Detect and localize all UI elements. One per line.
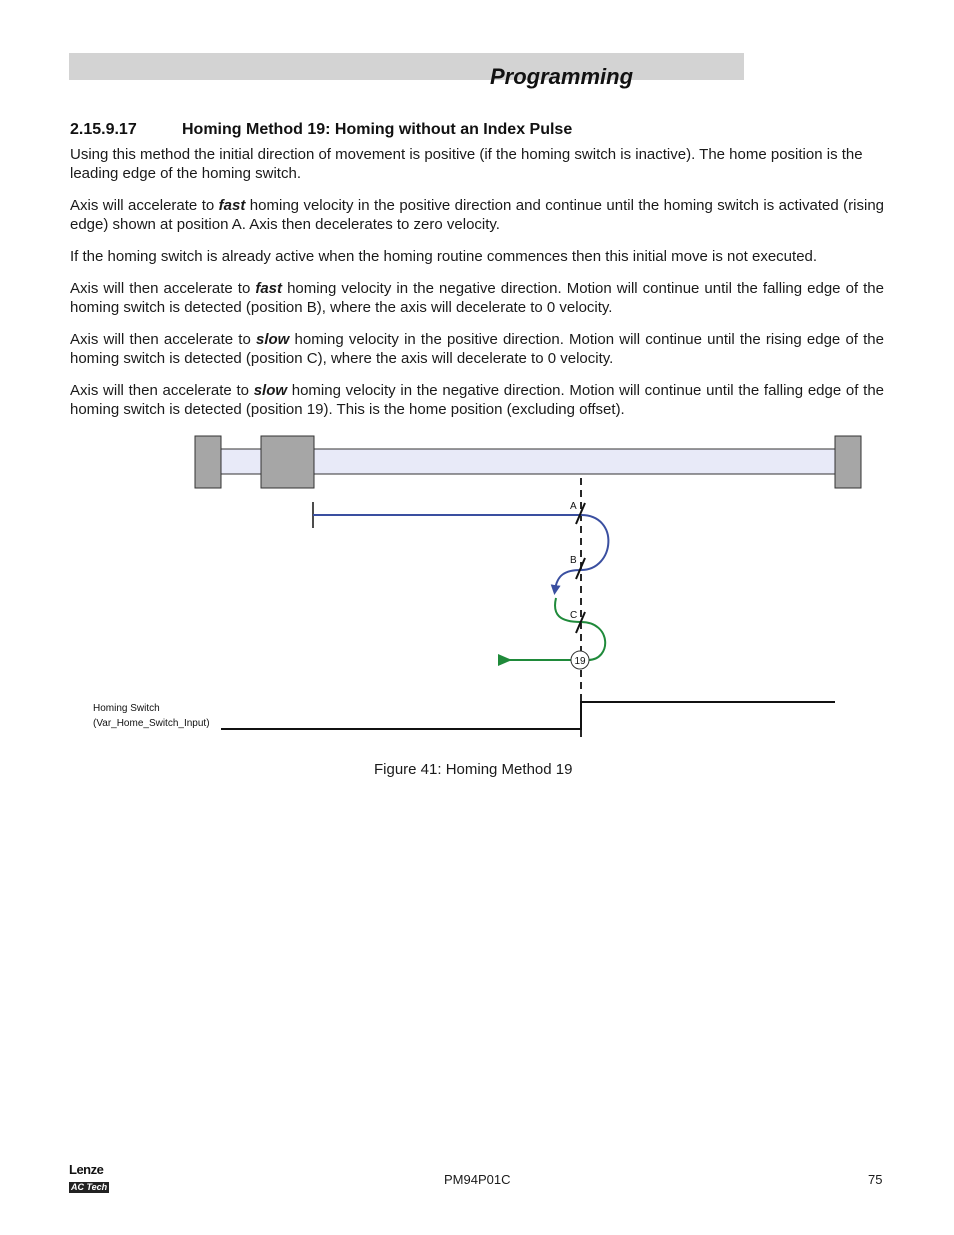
paragraph-5-emphasis: slow [255, 331, 290, 348]
section-title: Homing Method 19: Homing without an Index Pulse [182, 121, 573, 138]
paragraph-4-text-a: Axis will then accelerate to [70, 280, 256, 297]
paragraph-6-text-b: homing velocity in the negative direction. Motion will continue until the falling edge of the homing switch is detected (position 19). This is the home position (excluding offset). [70, 382, 885, 418]
label-c: C [570, 610, 578, 621]
paragraph-5-text-b: homing velocity in the positive direction. Motion will continue until the rising edge of the homing switch is detected (position C), where the axis will decelerate to 0 velocity. [70, 331, 884, 367]
paragraph-2-emphasis: fast [218, 197, 246, 214]
document-code: PM94P01C [444, 1172, 511, 1187]
paragraph-3: If the homing switch is already active when the homing routine commences then this initial move is not executed. [70, 248, 818, 265]
paragraph-4-text-b: homing velocity in the negative direction. Motion will continue until the falling edge of the homing switch is detected (position B), where the axis will decelerate to 0 velocity. [70, 280, 884, 316]
logo-subbrand: AC Tech [71, 1182, 108, 1192]
paragraph-6-text-a: Axis will then accelerate to [70, 382, 254, 399]
switch-label-line-1: Homing Switch [93, 703, 160, 714]
lenze-logo [69, 1163, 111, 1191]
section-number: 2.15.9.17 [70, 121, 137, 138]
paragraph-6-emphasis: slow [253, 382, 288, 399]
page-number: 75 [868, 1172, 883, 1187]
carriage-block [261, 436, 314, 488]
label-b: B [570, 555, 577, 566]
left-end-stop [195, 436, 221, 488]
paragraph-2-text-b: homing velocity in the positive direction and continue until the homing switch is activated (rising edge) shown at position A. Axis then decelerates to zero velocity. [70, 197, 885, 233]
paragraph-1: Using this method the initial direction of movement is positive (if the homing switch is inactive). The home position is the leading edge of the homing switch. [70, 146, 863, 182]
switch-signal [221, 702, 835, 729]
switch-label-line-2: (Var_Home_Switch_Input) [93, 718, 210, 729]
page-title: Programming [490, 64, 634, 89]
label-a: A [570, 501, 577, 512]
home-marker-label: 19 [574, 656, 586, 667]
paragraph-5-text-a: Axis will then accelerate to [70, 331, 256, 348]
logo-wordmark: Lenze [69, 1162, 104, 1177]
paragraph-4-emphasis: fast [255, 280, 283, 297]
figure-caption: Figure 41: Homing Method 19 [374, 761, 573, 778]
paragraph-2-text-a: Axis will accelerate to [70, 197, 219, 214]
right-end-stop [835, 436, 861, 488]
